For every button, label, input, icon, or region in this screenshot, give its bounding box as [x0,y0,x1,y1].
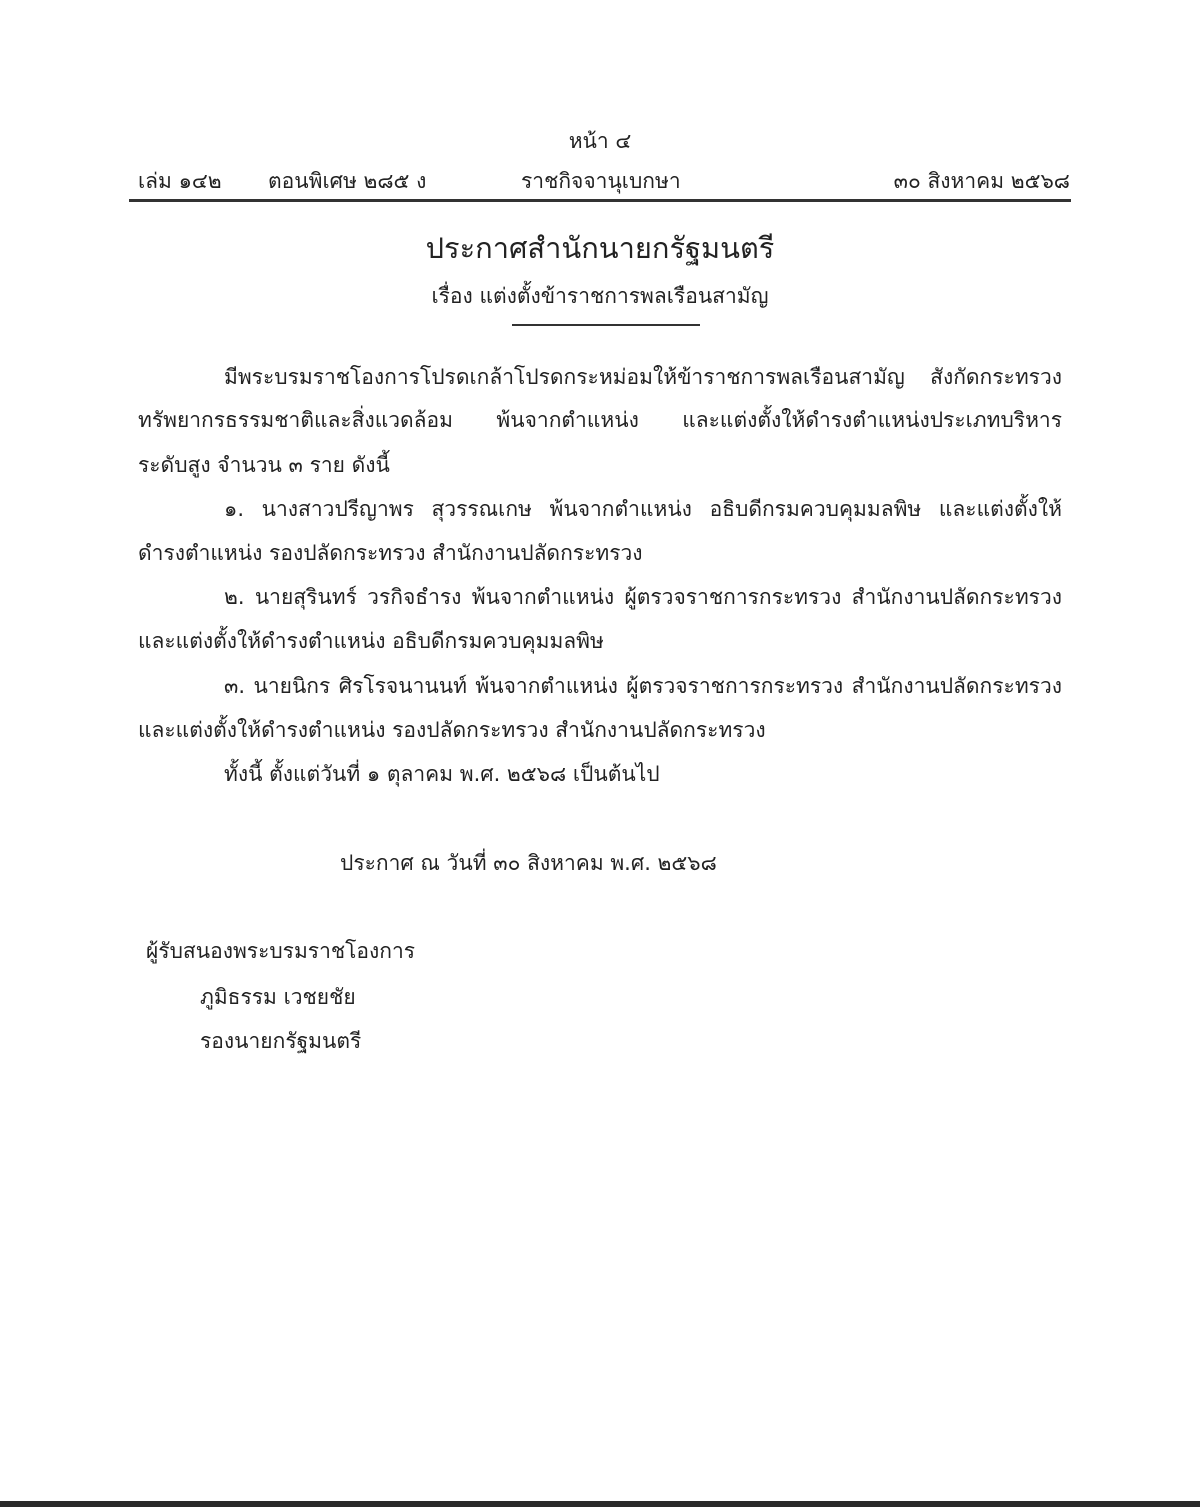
countersign-label: ผู้รับสนองพระบรมราชโองการ [146,939,416,963]
header-date: ๓๐ สิงหาคม ๒๕๖๘ [893,169,1070,193]
issue: ตอนพิเศษ ๒๘๕ ง [268,169,427,193]
document-title: ประกาศสำนักนายกรัฐมนตรี [425,231,775,265]
item-1-line: ดำรงตำแหน่ง รองปลัดกระทรวง สำนักงานปลัดกระทรวง [138,541,643,565]
intro-line: ทรัพยากรธรรมชาติและสิ่งแวดล้อม พ้นจากตำแหน่ง และแต่งตั้งให้ดำรงตำแหน่งประเภทบริหาร [138,408,1062,432]
volume: เล่ม ๑๔๒ [138,169,222,193]
intro-line: ระดับสูง จำนวน ๓ ราย ดังนี้ [138,453,390,477]
item-3-line: ๓. นายนิกร ศิรโรจนานนท์ พ้นจากตำแหน่ง ผู้ตรวจราชการกระทรวง สำนักงานปลัดกระทรวง [224,674,1062,698]
item-1-line: ๑. นางสาวปรีญาพร สุวรรณเกษ พ้นจากตำแหน่ง อธิบดีกรมควบคุมมลพิษ และแต่งตั้งให้ [224,497,1062,521]
item-2-line: และแต่งตั้งให้ดำรงตำแหน่ง อธิบดีกรมควบคุมมลพิษ [138,629,604,653]
publication-name: ราชกิจจานุเบกษา [521,169,681,193]
intro-line: มีพระบรมราชโองการโปรดเกล้าโปรดกระหม่อมให้ข้าราชการพลเรือนสามัญ สังกัดกระทรวง [224,365,1062,389]
page-number: หน้า ๔ [568,129,632,153]
effective-date: ทั้งนี้ ตั้งแต่วันที่ ๑ ตุลาคม พ.ศ. ๒๕๖๘ เป็นต้นไป [224,762,660,786]
signatory-name: ภูมิธรรม เวชยชัย [200,985,356,1009]
signatory-position: รองนายกรัฐมนตรี [200,1029,362,1053]
item-3-line: และแต่งตั้งให้ดำรงตำแหน่ง รองปลัดกระทรวง สำนักงานปลัดกระทรวง [138,718,766,742]
announcement-date: ประกาศ ณ วันที่ ๓๐ สิงหาคม พ.ศ. ๒๕๖๘ [340,851,717,875]
item-2-line: ๒. นายสุรินทร์ วรกิจธำรง พ้นจากตำแหน่ง ผู้ตรวจราชการกระทรวง สำนักงานปลัดกระทรวง [224,585,1062,609]
document-subject: เรื่อง แต่งตั้งข้าราชการพลเรือนสามัญ [431,284,769,308]
title-rule [512,324,700,326]
page-bottom-edge [0,1501,1200,1507]
header-rule [129,199,1071,202]
